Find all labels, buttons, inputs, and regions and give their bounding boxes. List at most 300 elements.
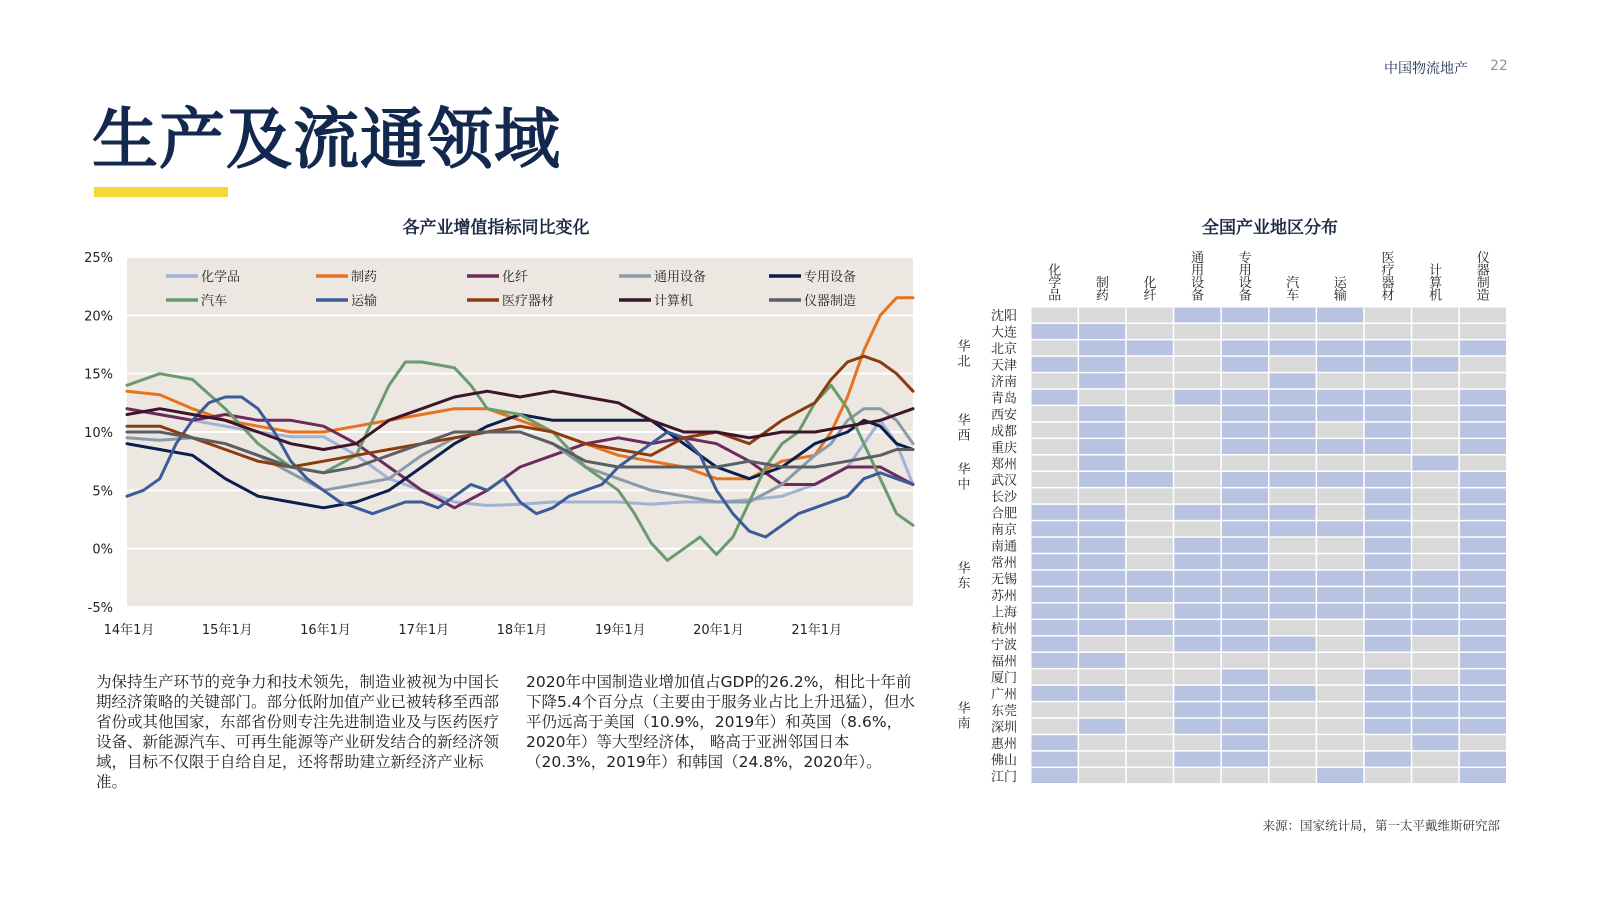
heatmap-cell [1222,587,1268,602]
heatmap-cell [1222,735,1268,750]
heatmap-cell [1079,423,1125,438]
heatmap-cell [1032,538,1078,553]
heatmap-cell [1127,620,1173,635]
heatmap-cell [1222,719,1268,734]
heatmap-cell [1127,373,1173,388]
heatmap-cell [1127,571,1173,586]
heatmap-cell [1174,357,1220,372]
heatmap-cell [1270,702,1316,717]
legend-label: 计算机 [654,294,694,309]
heatmap-cell [1412,686,1458,701]
heatmap-cell [1365,472,1411,487]
heatmap-cell [1317,488,1363,503]
heatmap-cell [1412,669,1458,684]
city-label: 天津 [990,358,1017,374]
city-label: 常州 [990,555,1017,571]
heatmap-cell [1460,357,1506,372]
column-header: 仪器制造 [1476,251,1490,304]
heatmap-cell [1412,488,1458,503]
city-label: 佛山 [990,753,1017,769]
heatmap-cell [1365,604,1411,619]
heatmap-cell [1460,406,1506,421]
city-label: 大连 [990,325,1017,341]
heatmap-cell [1032,637,1078,652]
heatmap-cell [1032,587,1078,602]
heatmap-cell [1032,406,1078,421]
heatmap-cell [1270,340,1316,355]
heatmap-cell [1079,373,1125,388]
heatmap-cell [1174,538,1220,553]
heatmap-cell [1032,439,1078,454]
heatmap-cell [1317,406,1363,421]
heatmap-cell [1127,554,1173,569]
heatmap-cell [1222,340,1268,355]
heatmap-cell [1079,653,1125,668]
heatmap-cell [1365,719,1411,734]
heatmap-cell [1127,653,1173,668]
heatmap-cell [1460,390,1506,405]
heatmap-cell [1317,620,1363,635]
heatmap-cell [1270,521,1316,536]
heatmap-cell [1412,653,1458,668]
heatmap-cell [1174,752,1220,767]
heatmap-cell [1317,390,1363,405]
heatmap-cell [1317,472,1363,487]
heatmap-cell [1460,587,1506,602]
heatmap-cell [1460,604,1506,619]
heatmap-cell [1079,505,1125,520]
heatmap-cell [1127,521,1173,536]
heatmap-cell [1270,735,1316,750]
heatmap-cell [1032,653,1078,668]
heatmap-cell [1460,324,1506,339]
heatmap-cell [1412,357,1458,372]
y-tick-label: 0% [92,542,113,558]
heatmap-cell [1174,768,1220,783]
heatmap-cell [1079,669,1125,684]
heatmap-cell [1460,340,1506,355]
heatmap-cell [1127,752,1173,767]
heatmap-cell [1412,439,1458,454]
heatmap-cell [1365,423,1411,438]
paragraph-right: 2020年中国制造业增加值占GDP的26.2%，相比十年前下降5.4个百分点（主要由于服务业占比上升迅猛），但水平仍远高于美国（10.9%，2019年）和英国（8.6%，2020年）等大型经济体， 略高于亚洲邻国日本（20.3%，2019年）和韩国（24.8%，2020年）。 [526,673,915,771]
heatmap-cell [1032,472,1078,487]
heatmap-cell [1174,505,1220,520]
column-header: 通用设备 [1191,251,1205,304]
heatmap-cell [1032,390,1078,405]
heatmap-cell [1222,472,1268,487]
heatmap-cell [1412,587,1458,602]
heatmap-cell [1317,735,1363,750]
heatmap-cell [1127,340,1173,355]
heatmap-cell [1460,488,1506,503]
x-tick-label: 18年1月 [496,623,548,638]
heatmap-cell [1460,554,1506,569]
heatmap-cell [1032,571,1078,586]
x-tick-label: 20年1月 [693,623,744,638]
heatmap-cell [1365,357,1411,372]
heatmap-cell [1412,340,1458,355]
heatmap-cell [1317,505,1363,520]
legend-label: 医疗器材 [502,294,555,309]
heatmap-cell [1365,521,1411,536]
city-label: 郑州 [990,457,1017,473]
heatmap-cell [1412,406,1458,421]
heatmap-cell [1079,686,1125,701]
heatmap-cell [1174,472,1220,487]
heatmap-cell [1460,752,1506,767]
heatmap-cell [1317,669,1363,684]
region-label: 华北 [957,339,971,370]
region-label: 华东 [957,561,971,592]
heatmap-cell [1270,587,1316,602]
heatmap-cell [1365,637,1411,652]
city-label: 江门 [990,769,1017,785]
heatmap-cell [1317,439,1363,454]
heatmap-cell [1270,620,1316,635]
heatmap-cell [1174,308,1220,323]
city-label: 上海 [990,605,1017,621]
heatmap-cell [1079,324,1125,339]
heatmap-cell [1174,340,1220,355]
heatmap-cell [1032,505,1078,520]
region-label: 华南 [957,701,971,732]
heatmap-cell [1317,538,1363,553]
heatmap-cell [1174,719,1220,734]
heatmap-cell [1079,719,1125,734]
heatmap-cell [1270,538,1316,553]
heatmap-cell [1412,620,1458,635]
heatmap-cell [1270,719,1316,734]
line-chart [0,0,940,660]
heatmap-cell [1365,538,1411,553]
heatmap-cell [1270,456,1316,471]
heatmap-cell [1365,768,1411,783]
brand-label: 中国物流地产 [1384,61,1468,77]
heatmap-cell [1127,472,1173,487]
heatmap-cell [1270,554,1316,569]
y-tick-label: 15% [84,367,113,383]
page-number: 22 [1490,58,1508,74]
city-label: 北京 [990,342,1017,358]
city-label: 武汉 [990,473,1017,489]
heatmap-chart [940,240,1540,800]
heatmap-cell [1365,702,1411,717]
heatmap-cell [1032,735,1078,750]
heatmap-cell [1317,571,1363,586]
heatmap-cell [1222,308,1268,323]
heatmap-cell [1460,768,1506,783]
heatmap-cell [1222,554,1268,569]
heatmap-cell [1127,768,1173,783]
heatmap-cell [1270,768,1316,783]
heatmap-cell [1270,406,1316,421]
heatmap-cell [1079,587,1125,602]
heatmap-cell [1412,735,1458,750]
heatmap-cell [1079,308,1125,323]
x-tick-label: 19年1月 [594,623,646,638]
heatmap-cell [1222,423,1268,438]
heatmap-cell [1222,768,1268,783]
heatmap-cell [1127,406,1173,421]
heatmap-cell [1174,373,1220,388]
heatmap-cell [1032,357,1078,372]
heatmap-cell [1270,604,1316,619]
heatmap-cell [1079,390,1125,405]
legend-label: 化纤 [502,270,529,285]
source-note: 来源：国家统计局，第一太平戴维斯研究部 [1262,818,1500,833]
column-header: 运输 [1333,276,1347,304]
heatmap-cell [1412,571,1458,586]
heatmap-cell [1174,669,1220,684]
heatmap-cell [1032,554,1078,569]
heatmap-cell [1127,669,1173,684]
heatmap-cell [1079,735,1125,750]
heatmap-cell [1032,719,1078,734]
heatmap-cell [1270,571,1316,586]
y-tick-label: 20% [84,309,113,325]
city-label: 西安 [990,407,1017,423]
heatmap-cell [1412,604,1458,619]
heatmap-cell [1174,521,1220,536]
heatmap-cell [1460,456,1506,471]
heatmap-cell [1174,686,1220,701]
heatmap-cell [1222,439,1268,454]
heatmap-cell [1127,423,1173,438]
city-label: 深圳 [990,720,1017,736]
city-label: 南京 [990,523,1017,539]
city-label: 沈阳 [990,309,1017,325]
heatmap-cell [1270,669,1316,684]
heatmap-cell [1365,752,1411,767]
heatmap-cell [1079,456,1125,471]
heatmap-cell [1079,571,1125,586]
heatmap-cell [1460,669,1506,684]
heatmap-cell [1127,357,1173,372]
heatmap-cell [1317,456,1363,471]
heatmap-cell [1270,373,1316,388]
city-label: 苏州 [990,588,1017,604]
heatmap-cell [1460,571,1506,586]
heatmap-cell [1079,406,1125,421]
heatmap-cell [1270,357,1316,372]
heatmap-cell [1127,587,1173,602]
heatmap-cell [1460,702,1506,717]
heatmap-cell [1222,406,1268,421]
heatmap-title: 全国产业地区分布 [1202,218,1338,238]
city-label: 合肥 [990,506,1017,522]
city-label: 杭州 [990,621,1017,637]
heatmap-cell [1079,637,1125,652]
heatmap-cell [1317,653,1363,668]
heatmap-cell [1412,768,1458,783]
line-chart-title: 各产业增值指标同比变化 [402,218,590,238]
heatmap-cell [1127,439,1173,454]
heatmap-cell [1412,472,1458,487]
heatmap-cell [1460,735,1506,750]
heatmap-cell [1222,637,1268,652]
heatmap-cell [1222,505,1268,520]
heatmap-cell [1460,637,1506,652]
heatmap-cell [1127,308,1173,323]
heatmap-cell [1460,505,1506,520]
y-tick-label: -5% [87,601,113,616]
city-label: 青岛 [990,391,1017,407]
x-tick-label: 14年1月 [103,623,155,638]
heatmap-cell [1270,505,1316,520]
heatmap-cell [1222,521,1268,536]
heatmap-cell [1127,505,1173,520]
region-label: 华中 [957,462,971,493]
heatmap-cell [1222,488,1268,503]
heatmap-cell [1412,308,1458,323]
heatmap-cell [1174,324,1220,339]
heatmap-cell [1365,456,1411,471]
heatmap-cell [1412,719,1458,734]
heatmap-cell [1412,423,1458,438]
heatmap-cell [1317,357,1363,372]
heatmap-cell [1032,686,1078,701]
column-header: 医疗器材 [1381,251,1395,304]
heatmap-cell [1127,324,1173,339]
column-header: 化学品 [1048,263,1062,304]
heatmap-cell [1317,637,1363,652]
column-header: 计算机 [1429,263,1443,304]
heatmap-cell [1412,752,1458,767]
heatmap-cell [1460,686,1506,701]
heatmap-cell [1460,538,1506,553]
legend-label: 化学品 [201,270,241,285]
heatmap-cell [1079,752,1125,767]
heatmap-cell [1032,308,1078,323]
heatmap-cell [1222,456,1268,471]
heatmap-cell [1079,521,1125,536]
heatmap-cell [1079,768,1125,783]
heatmap-cell [1365,308,1411,323]
city-label: 宁波 [990,638,1017,654]
heatmap-cell [1270,752,1316,767]
heatmap-cell [1460,620,1506,635]
heatmap-cell [1127,488,1173,503]
heatmap-cell [1032,669,1078,684]
heatmap-cell [1222,357,1268,372]
heatmap-cell [1412,456,1458,471]
heatmap-cell [1365,439,1411,454]
heatmap-cell [1317,587,1363,602]
heatmap-cell [1317,324,1363,339]
heatmap-cell [1460,472,1506,487]
heatmap-cell [1079,604,1125,619]
heatmap-cell [1365,686,1411,701]
legend-label: 运输 [351,294,378,309]
heatmap-cell [1460,308,1506,323]
heatmap-cell [1127,637,1173,652]
heatmap-cell [1412,702,1458,717]
heatmap-cell [1127,735,1173,750]
heatmap-cell [1460,719,1506,734]
heatmap-cell [1365,653,1411,668]
heatmap-cell [1032,620,1078,635]
heatmap-cell [1222,702,1268,717]
heatmap-cell [1270,653,1316,668]
city-label: 东莞 [990,704,1017,720]
y-tick-label: 10% [84,426,113,441]
heatmap-cell [1412,373,1458,388]
legend-label: 通用设备 [654,270,707,285]
heatmap-cell [1079,340,1125,355]
x-tick-label: 17年1月 [398,623,450,638]
legend-label: 仪器制造 [804,294,857,309]
heatmap-cell [1270,308,1316,323]
heatmap-cell [1079,554,1125,569]
heatmap-cell [1174,702,1220,717]
heatmap-cell [1127,390,1173,405]
heatmap-cell [1222,653,1268,668]
heatmap-cell [1032,752,1078,767]
heatmap-cell [1460,653,1506,668]
heatmap-cell [1174,653,1220,668]
heatmap-cell [1270,439,1316,454]
heatmap-cell [1460,521,1506,536]
heatmap-cell [1270,390,1316,405]
heatmap-cell [1174,554,1220,569]
heatmap-cell [1079,538,1125,553]
heatmap-cell [1317,686,1363,701]
heatmap-cell [1317,521,1363,536]
heatmap-cell [1222,669,1268,684]
heatmap-cell [1174,439,1220,454]
region-label: 华西 [957,413,971,444]
heatmap-cell [1412,324,1458,339]
heatmap-cell [1317,554,1363,569]
city-label: 南通 [990,539,1017,555]
heatmap-cell [1365,669,1411,684]
heatmap-cell [1032,423,1078,438]
city-label: 无锡 [990,572,1017,588]
heatmap-cell [1460,423,1506,438]
heatmap-cell [1079,620,1125,635]
city-label: 福州 [990,654,1017,670]
heatmap-cell [1174,456,1220,471]
heatmap-cell [1412,637,1458,652]
heatmap-cell [1222,571,1268,586]
legend-label: 汽车 [201,294,228,309]
heatmap-cell [1222,538,1268,553]
heatmap-cell [1174,488,1220,503]
heatmap-cell [1317,423,1363,438]
heatmap-cell [1222,390,1268,405]
heatmap-cell [1317,702,1363,717]
column-header: 专用设备 [1238,251,1252,304]
city-label: 济南 [990,375,1017,391]
heatmap-cell [1317,719,1363,734]
heatmap-cell [1032,488,1078,503]
heatmap-cell [1079,472,1125,487]
column-header: 化纤 [1143,276,1157,304]
heatmap-cell [1032,340,1078,355]
city-label: 惠州 [990,736,1017,752]
heatmap-cell [1032,521,1078,536]
heatmap-cell [1032,456,1078,471]
heatmap-cell [1317,604,1363,619]
city-label: 成都 [990,424,1017,440]
heatmap-cell [1270,686,1316,701]
heatmap-cell [1365,735,1411,750]
heatmap-cell [1365,340,1411,355]
heatmap-cell [1317,768,1363,783]
heatmap-cell [1032,702,1078,717]
heatmap-cell [1317,373,1363,388]
